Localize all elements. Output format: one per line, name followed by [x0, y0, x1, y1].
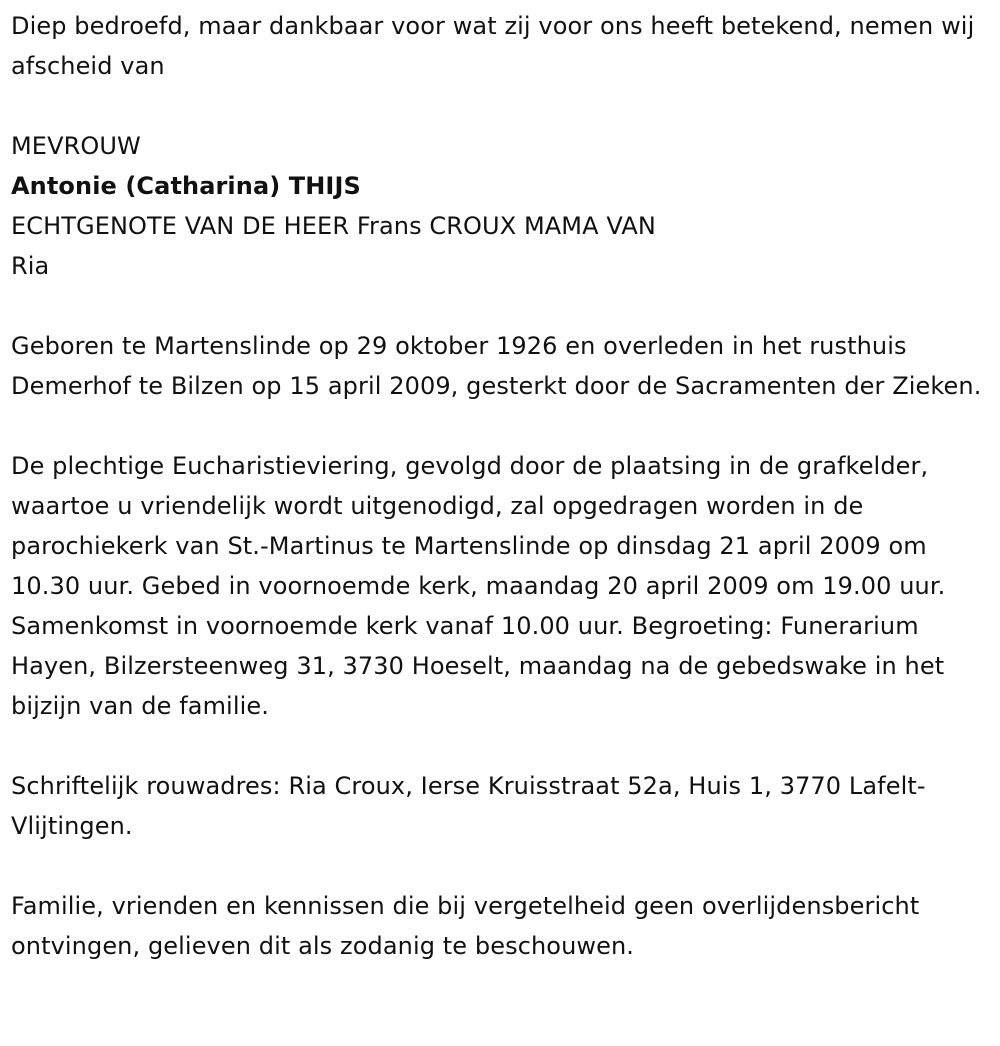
mourning-address: Schriftelijk rouwadres: Ria Croux, Ierse Kruisstraat 52a, Huis 1, 3770 Lafelt-Vlijtingen.: [11, 772, 926, 840]
spacer: [11, 86, 990, 126]
spacer: [11, 726, 990, 766]
relation-text: ECHTGENOTE VAN DE HEER Frans CROUX MAMA VAN: [11, 212, 656, 240]
spacer: [11, 286, 990, 326]
child-name: Ria: [11, 252, 50, 280]
closing-text: Familie, vrienden en kennissen die bij vergetelheid geen overlijdensbericht ontvingen, gelieven dit als zodanig te beschouwen.: [11, 892, 920, 960]
birth-death-text: Geboren te Martenslinde op 29 oktober 1926 en overleden in het rusthuis Demerhof te Bilzen op 15 april 2009, gesterkt door de Sacramenten der Zieken.: [11, 332, 982, 400]
intro-text: Diep bedroefd, maar dankbaar voor wat zij voor ons heeft betekend, nemen wij afscheid van: [11, 12, 975, 80]
salutation: MEVROUW: [11, 132, 141, 160]
deceased-name: Antonie (Catharina) THIJS: [11, 172, 361, 200]
ceremony-text: De plechtige Eucharistieviering, gevolgd door de plaatsing in de grafkelder, waartoe u vriendelijk wordt uitgenodigd, zal opgedragen worden in de parochiekerk van St.-Martinus te Martenslinde op dinsdag 21 april 2009 om 10.30 uur. Gebed in voornoemde kerk, maandag 20 april 2009 om 19.00 uur. Samenkomst in voornoemde kerk vanaf 10.00 uur. Begroeting: Funerarium Hayen, Bilzersteenweg 31, 3730 Hoeselt, maandag na de gebedswake in het bijzijn van de familie.: [11, 452, 946, 720]
spacer: [11, 406, 990, 446]
spacer: [11, 846, 990, 886]
